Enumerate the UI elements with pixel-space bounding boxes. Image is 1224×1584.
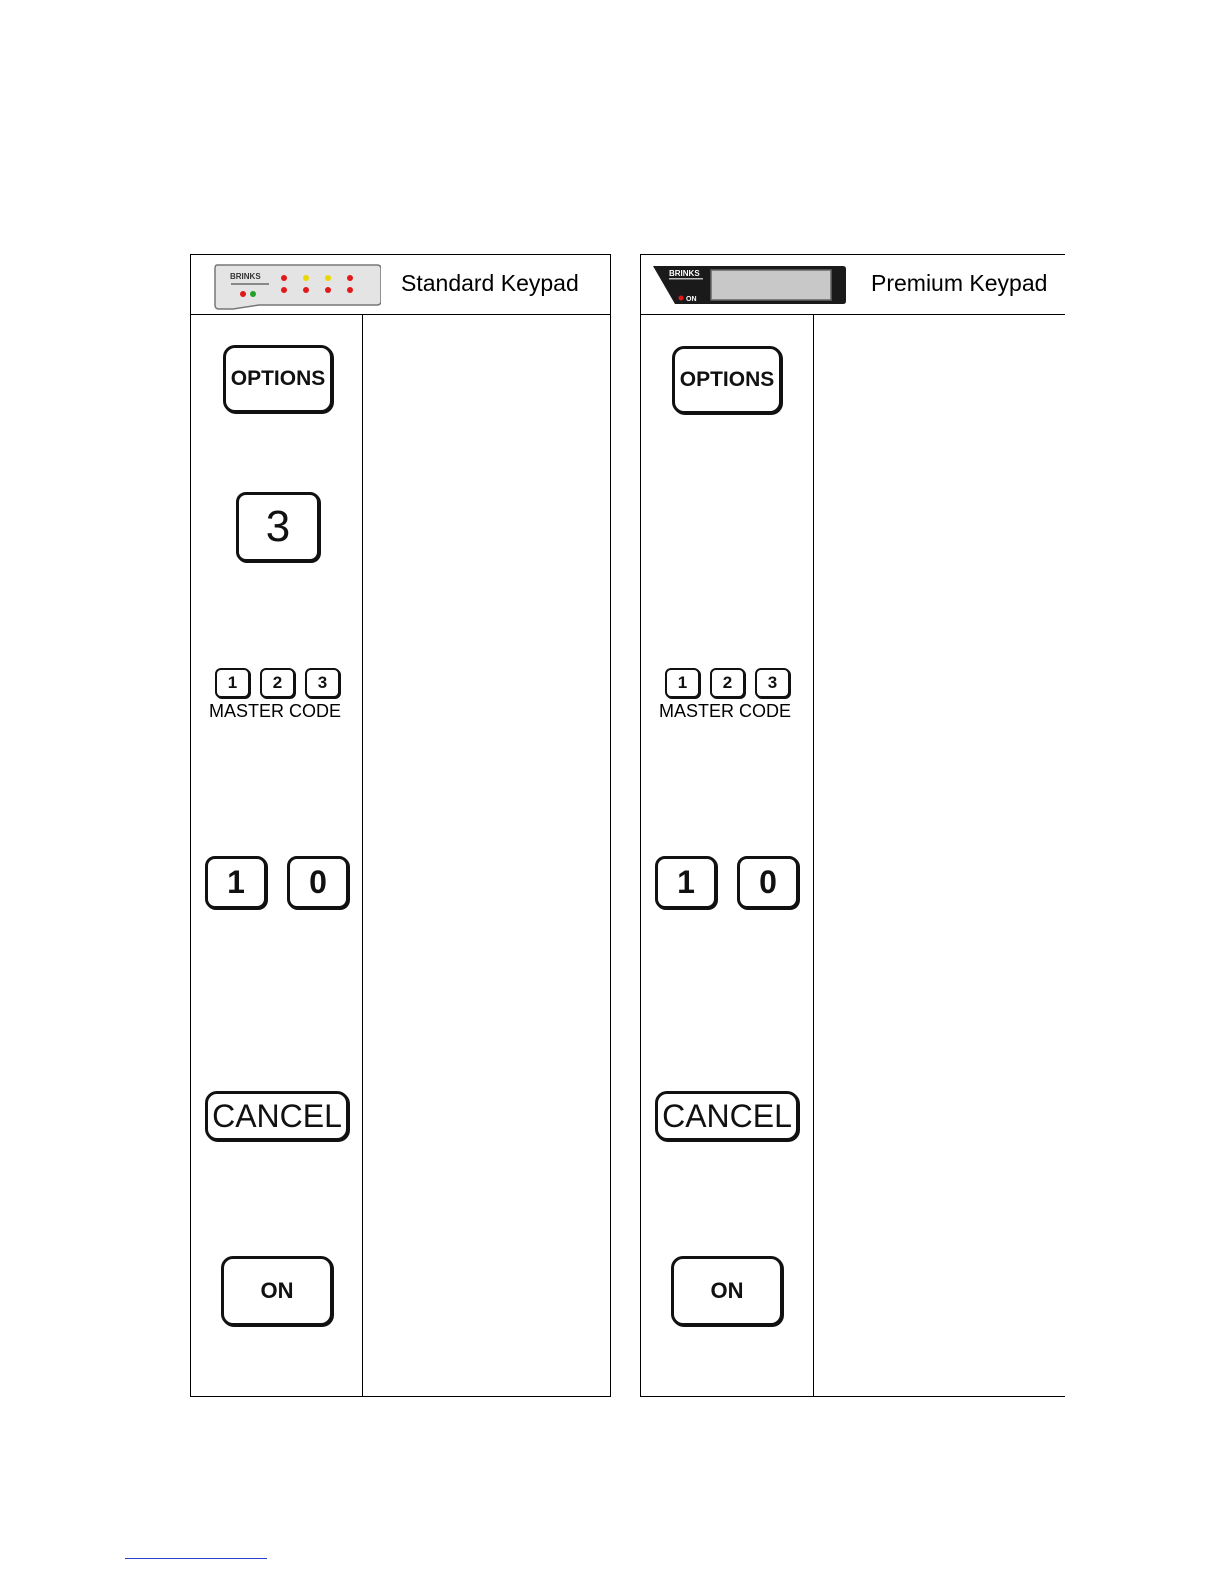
led-red-icon [347,287,353,293]
standard-keypad-image [213,261,381,311]
options-key: OPTIONS [672,346,782,414]
master-code-label: MASTER CODE [659,701,792,721]
master-code-key-1: 1 [215,668,250,698]
on-indicator-led-icon [679,296,684,301]
premium-on-indicator: ON [686,296,697,303]
standard-keypad-logo: BRINKS [230,272,261,281]
cancel-key: CANCEL [205,1091,349,1141]
led-red-icon [240,291,246,297]
master-code-key-2: 2 [710,668,745,698]
digit-0-key: 0 [287,856,349,909]
led-red-icon [281,275,287,281]
on-key: ON [221,1256,333,1326]
standard-panel-title: Standard Keypad [401,270,579,296]
premium-keypad-logo: BRINKS [669,269,700,278]
cancel-key: CANCEL [655,1091,799,1141]
master-code-key-2: 2 [260,668,295,698]
column-divider [813,315,814,1396]
digit-1-key: 1 [655,856,717,909]
master-code-key-3: 3 [305,668,340,698]
options-key: OPTIONS [223,345,333,413]
master-code-key-3: 3 [755,668,790,698]
premium-keypad-panel [640,254,1065,1397]
led-red-icon [303,287,309,293]
digit-0-key: 0 [737,856,799,909]
led-yellow-icon [303,275,309,281]
premium-panel-title: Premium Keypad [871,270,1048,296]
footnote-rule [125,1558,267,1559]
standard-keypad-panel [190,254,611,1397]
column-divider [362,315,363,1396]
master-code-key-1: 1 [665,668,700,698]
led-red-icon [325,287,331,293]
number-3-key: 3 [236,492,320,562]
led-yellow-icon [325,275,331,281]
premium-panel-header [641,255,1065,315]
led-red-icon [281,287,287,293]
lcd-screen [711,270,831,300]
led-red-icon [347,275,353,281]
on-key: ON [671,1256,783,1326]
standard-panel-header [191,255,610,315]
premium-keypad-image [653,264,847,306]
master-code-label: MASTER CODE [209,701,342,721]
digit-1-key: 1 [205,856,267,909]
led-green-icon [250,291,256,297]
